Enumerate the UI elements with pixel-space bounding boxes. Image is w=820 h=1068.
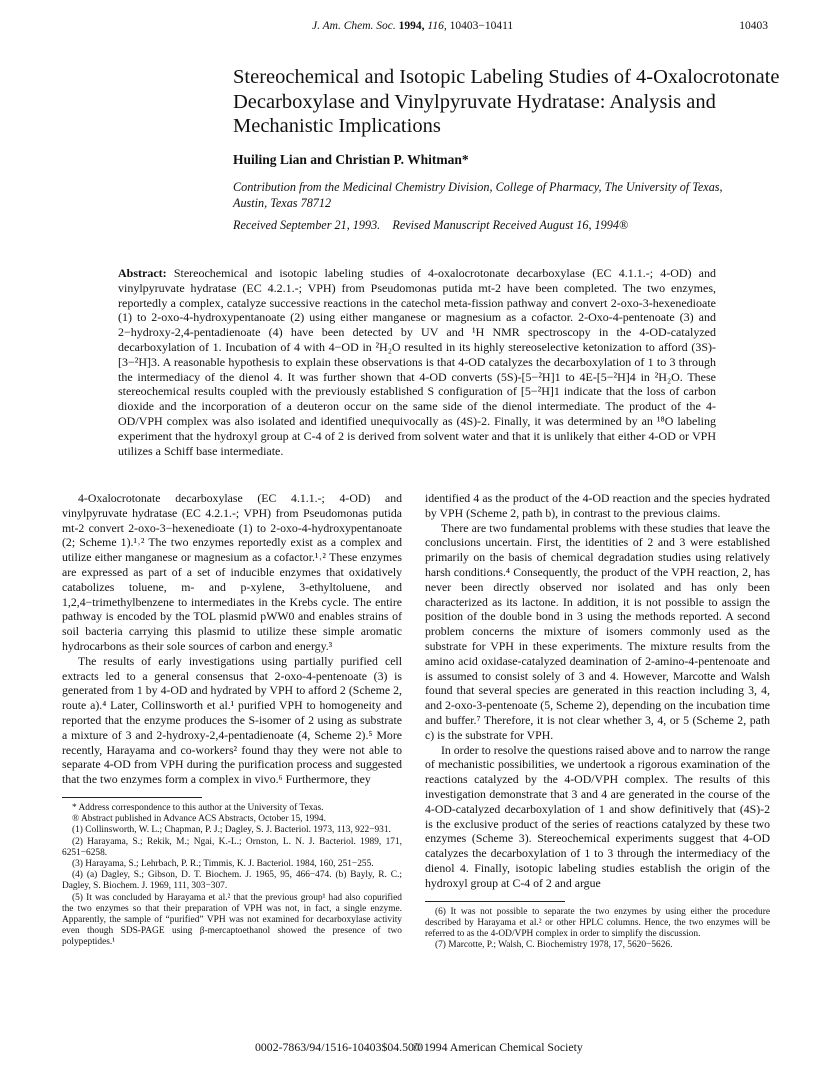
footnote: (2) Harayama, S.; Rekik, M.; Ngai, K.-L.; Ornston, L. N. J. Bacteriol. 1989, 171, 6251−6258. xyxy=(62,836,402,858)
copyright: © 1994 American Chemical Society xyxy=(412,1040,583,1054)
journal-citation xyxy=(312,20,513,32)
body-paragraph: There are two fundamental problems with these studies that leave the conclusions uncertain. First, the identities of 2 and 3 were established primarily on the basis of chemical degradation studies using relatively harsh conditions.⁴ Consequently, the product of the VPH reaction, 2, has never been directly observed nor isolated and has only been characterized as its lactone. In addition, it is not possible to assign the position of the double bond in 3 using the methods reported. A second problem concerns the mixture of isomers commonly used as the substrate for VPH in these experiments. The mixture results from the amino acid oxidase-catalyzed deamination of 2-amino-4-pentenoate and is assumed to consist solely of 3 and 4. However, Marcotte and Walsh found that several species are generated in this reaction including 3, 4, and 2-oxo-3-pentenoate (5, Scheme 2), depending on the incubation time and buffer.⁷ Therefore, it is not clear whether 3, 4, or 5 (Scheme 2, path c) is the substrate for VPH. xyxy=(425,520,770,742)
footnote: (1) Collinsworth, W. L.; Chapman, P. J.; Dagley, S. J. Bacteriol. 1973, 113, 922−931. xyxy=(72,825,391,836)
body-paragraph: identified 4 as the product of the 4-OD reaction and the species hydrated by VPH (Scheme 2, path b), in contrast to the previous claims. xyxy=(425,491,770,520)
footnote: * Address correspondence to this author at the University of Texas. xyxy=(72,802,324,813)
footnote: (6) It was not possible to separate the two enzymes by using either the procedure described by Harayama et al.² or other HPLC columns. Hence, the two enzymes will be referred to as the 4-OD/VPH complex in order to simplify the discussion. xyxy=(425,906,770,939)
running-head xyxy=(0,18,820,38)
received-dates: Received September 21, 1993. Revised Manuscript Received August 16, 1994® xyxy=(233,218,629,232)
journal-volume: 116, xyxy=(427,20,447,32)
right-column xyxy=(425,491,770,951)
footnote: (7) Marcotte, P.; Walsh, C. Biochemistry 1978, 17, 5620−5626. xyxy=(435,940,673,951)
body-paragraph: The results of early investigations using partially purified cell extracts led to a general consensus that 2-oxo-4-pentenoate (3) is generated from 1 by 4-OD and hydrated by VPH to afford 2 (Scheme 2, route a).⁴ Later, Collinsworth et al.¹ purified VPH to homogeneity and reported that the enzyme produces the S-isomer of 2 using as substrate a mixture of 3 and 2-hydroxy-2,4-pentadienoate (4, Scheme 2).⁵ More recently, Harayama and co-workers² found thay they were not able to separate 4-OD from VPH during the purification process and suggested that the two enzymes form a complex in vivo.⁶ Furthermore, they xyxy=(62,653,402,787)
footnote: ® Abstract published in Advance ACS Abstracts, October 15, 1994. xyxy=(72,814,326,825)
article-title: Stereochemical and Isotopic Labeling Studies of 4-Oxalocrotonate Decarboxylase and Vinylpyruvate Hydratase: Analysis and Mechanistic Implications xyxy=(233,66,780,137)
page-number: 10403 xyxy=(739,20,768,32)
footnotes xyxy=(62,803,402,949)
abstract xyxy=(118,266,716,458)
footnote: (3) Harayama, S.; Lehrbach, P. R.; Timmis, K. J. Bacteriol. 1984, 160, 251−255. xyxy=(72,858,374,869)
body-paragraph: In order to resolve the questions raised above and to narrow the range of mechanistic possibilities, we undertook a rigorous examination of the reactions catalyzed by the 4-OD/VPH complex. The results of this investigation demonstrate that 3 and 4 are generated in the course of the 4-OD-catalyzed decarboxylation of 1 and show definitively that (4S)-2 is the exclusive product of the series of reactions catalyzed by these two enzymes (Scheme 3). Stereochemical experiments suggest that 4-OD catalyzes the decarboxylation of 1 to 3 through the intermediacy of the dienol 4. Finally, isotopic labeling studies establish the origin of the hydroxyl group at C-4 of 2 and argue xyxy=(425,742,770,890)
left-column xyxy=(62,491,402,949)
affiliation: Contribution from the Medicinal Chemistry Division, College of Pharmacy, The University of Texas, Austin, Texas 78712 xyxy=(233,180,723,210)
abstract-text: Stereochemical and isotopic labeling studies of 4-oxalocrotonate decarboxylase (EC 4.1.1.-; 4-OD) and vinylpyruvate hydratase (EC 4.2.1.-; VPH) from Pseudomonas putida mt-2 have been completed. The two enzymes, reportedly a complex, catalyze successive reactions in the catechol meta-fission pathway and convert 2-oxo-3-hexenedioate (1) to 2-oxo-4-hydroxypentanoate (2) using either manganese or magnesium as a cofactor. 2-Oxo-4-pentenoate (3) and 2−hydroxy-2,4-pentadienoate (4) have been detected by UV and ¹H NMR spectroscopy in the 4-OD-catalyzed decarboxylation of 1. Incubation of 4 with 4−OD in ²H₂O resulted in its highly stereoselective ketonization to afford (3S)-[3−²H]3. A reasonable hypothesis to explain these observations is that 4-OD catalyzes the decarboxylation of 1 to 3 through the intermediacy of the dienol 4. It was further shown that 4-OD converts (5S)-[5−²H]1 to 4E-[5−²H]4 in ²H₂O. These stereochemical results coupled with the previously established S configuration of [5−²H]1 indicate that the loss of carbon dioxide and the incorporation of a deuteron occur on the same side of the dienol intermediate. The product of the 4-OD/VPH complex was also isolated and identified unequivocally as (4S)-2. Finally, it was determined by an ¹⁸O labeling experiment that the hydroxyl group at C-4 of 2 is derived from solvent water and that it is unlikely that either 4-OD or VPH utilizes a Schiff base intermediate. xyxy=(118,266,716,458)
footnotes xyxy=(425,907,770,952)
footnote-rule xyxy=(62,797,202,798)
body-paragraph: 4-Oxalocrotonate decarboxylase (EC 4.1.1.-; 4-OD) and vinylpyruvate hydratase (EC 4.2.1.-; VPH) from Pseudomonas putida mt-2 convert 2-oxo-3−hexenedioate (1) to 2-oxo-4-hydroxypentanoate (2; Scheme 1).¹˒² The two enzymes reportedly exist as a complex and utilize either manganese or magnesium as a cofactor.¹˒² These enzymes are expressed as part of a set of inducible enzymes that oxidatively catabolizes toluene, m- and p-xylene, 3-ethyltoluene, and 1,2,4−trimethylbenzene to intermediates in the Krebs cycle. The entire pathway is encoded by the TOL plasmid pWW0 and enables strains of soil bacteria carrying this plasmid to utilize these simple aromatic hydrocarbons as their sole sources of carbon and energy.³ xyxy=(62,491,402,653)
authors: Huiling Lian and Christian P. Whitman* xyxy=(233,152,469,167)
journal-pages: 10403−10411 xyxy=(449,20,514,32)
footnote-rule xyxy=(425,901,565,902)
footnote: (5) It was concluded by Harayama et al.² that the previous group¹ had also copurified the two enzymes so that their preparation of VPH was not, in fact, a single enzyme. Apparently, the sample of “purified” VPH was not examined for decarboxylase activity even though SDS-PAGE using β-mercaptoethanol showed the presence of two polypeptides.¹ xyxy=(62,892,402,948)
journal-name: J. Am. Chem. Soc. xyxy=(312,20,396,32)
page-footer xyxy=(0,1040,820,1058)
price-code: 0002-7863/94/1516-10403$04.50/0 xyxy=(255,1040,424,1054)
abstract-label: Abstract: xyxy=(118,266,167,280)
journal-year: 1994, xyxy=(398,20,425,32)
footnote: (4) (a) Dagley, S.; Gibson, D. T. Biochem. J. 1965, 95, 466−474. (b) Bayly, R. C.; Dagley, S. Biochem. J. 1969, 111, 303−307. xyxy=(62,870,402,892)
